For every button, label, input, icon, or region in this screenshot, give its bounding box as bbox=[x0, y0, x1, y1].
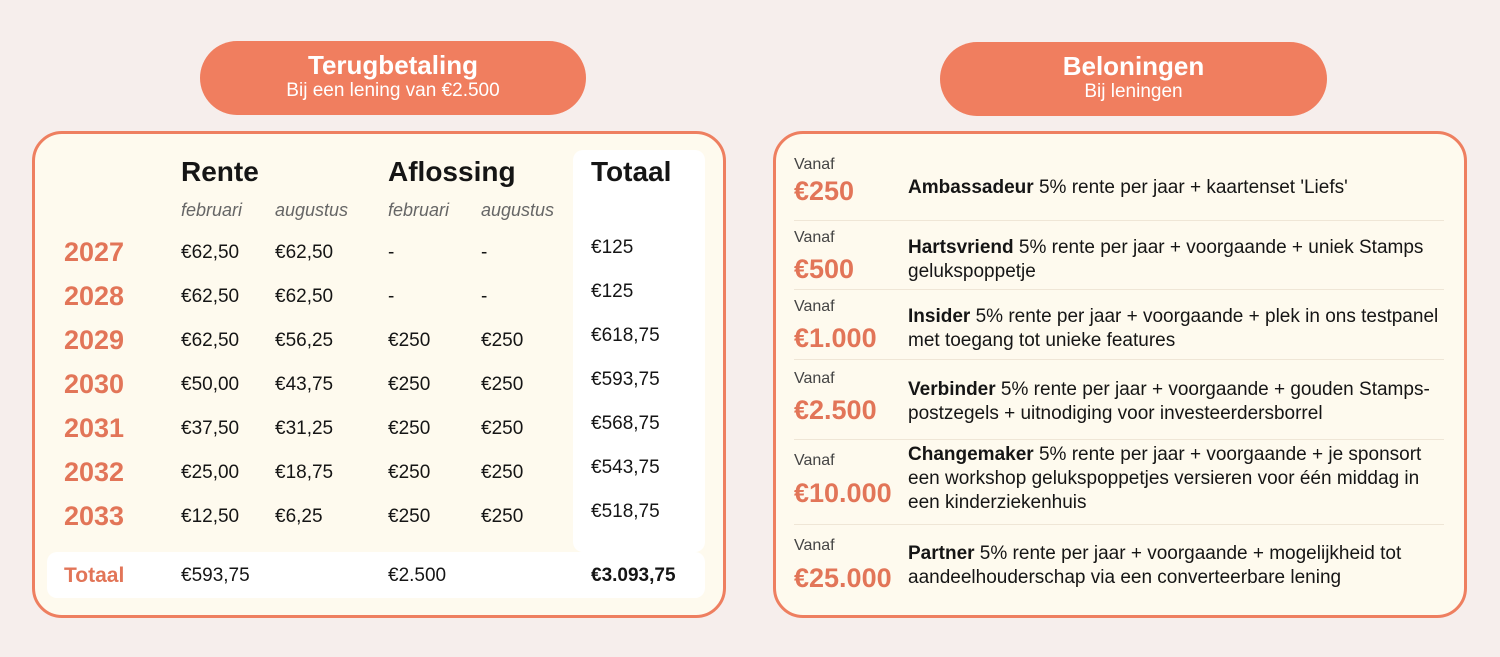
header-totaal: Totaal bbox=[591, 156, 672, 187]
subheader-rente-augustus: augustus bbox=[275, 200, 349, 220]
subheader-aflossing-augustus: augustus bbox=[481, 200, 555, 220]
repayment-title: Terugbetaling bbox=[308, 50, 478, 80]
total-aflossing: €2.500 bbox=[388, 565, 447, 586]
header-aflossing: Aflossing bbox=[388, 156, 516, 187]
reward-vanaf-label: Vanaf bbox=[794, 229, 835, 246]
reward-vanaf-label: Vanaf bbox=[794, 298, 835, 315]
total-row-label: Totaal bbox=[64, 564, 125, 587]
rente-februari-cell: €12,50 bbox=[181, 506, 240, 527]
total-column-highlight bbox=[573, 150, 705, 552]
reward-tier-name: Hartsvriend bbox=[908, 237, 1014, 258]
rewards-subtitle: Bij leningen bbox=[1084, 81, 1183, 102]
aflossing-augustus-cell: - bbox=[481, 242, 488, 263]
reward-tier-name: Changemaker bbox=[908, 444, 1034, 465]
reward-amount: €2.500 bbox=[794, 395, 877, 425]
reward-vanaf-label: Vanaf bbox=[794, 156, 835, 173]
rente-februari-cell: €62,50 bbox=[181, 242, 240, 263]
totaal-cell: €568,75 bbox=[591, 413, 660, 434]
reward-description bbox=[908, 542, 1456, 590]
aflossing-februari-cell: €250 bbox=[388, 462, 431, 483]
reward-tier-text: 5% rente per jaar + voorgaande + gouden Stamps-postzegels + uitnodiging voor investeerdersborrel bbox=[908, 379, 1430, 424]
reward-vanaf-label: Vanaf bbox=[794, 370, 835, 387]
rente-februari-cell: €50,00 bbox=[181, 374, 240, 395]
year-cell: 2033 bbox=[64, 501, 125, 531]
header-rente: Rente bbox=[181, 156, 259, 187]
rente-februari-cell: €62,50 bbox=[181, 286, 240, 307]
totaal-cell: €125 bbox=[591, 237, 634, 258]
reward-tier-name: Ambassadeur bbox=[908, 177, 1034, 198]
repayment-subtitle: Bij een lening van €2.500 bbox=[286, 80, 500, 101]
totaal-cell: €518,75 bbox=[591, 501, 660, 522]
aflossing-augustus-cell: €250 bbox=[481, 374, 524, 395]
reward-tier-name: Insider bbox=[908, 306, 971, 327]
aflossing-februari-cell: €250 bbox=[388, 374, 431, 395]
totaal-cell: €543,75 bbox=[591, 457, 660, 478]
subheader-rente-februari: februari bbox=[181, 200, 243, 220]
reward-description bbox=[908, 443, 1456, 515]
reward-description bbox=[908, 236, 1456, 284]
total-rente: €593,75 bbox=[181, 565, 250, 586]
rewards-list bbox=[773, 131, 1467, 618]
reward-tier-text: 5% rente per jaar + voorgaande + mogelijkheid tot aandeelhouderschap via een converteerbare lening bbox=[908, 543, 1402, 588]
reward-amount: €250 bbox=[794, 176, 855, 206]
reward-description bbox=[908, 378, 1456, 426]
rente-augustus-cell: €6,25 bbox=[275, 506, 323, 527]
totaal-cell: €593,75 bbox=[591, 369, 660, 390]
reward-tier-text: 5% rente per jaar + voorgaande + uniek Stamps gelukspoppetje bbox=[908, 237, 1424, 282]
reward-amount: €1.000 bbox=[794, 323, 877, 353]
rewards-title: Beloningen bbox=[1062, 51, 1205, 81]
reward-divider bbox=[794, 524, 1444, 525]
totaal-cell: €125 bbox=[591, 281, 634, 302]
aflossing-februari-cell: €250 bbox=[388, 506, 431, 527]
reward-tier-text: 5% rente per jaar + voorgaande + je sponsort een workshop gelukspoppetjes versieren voor één middag in een kinderziekenhuis bbox=[908, 444, 1422, 513]
aflossing-augustus-cell: - bbox=[481, 286, 488, 307]
reward-amount: €500 bbox=[794, 254, 855, 284]
repayment-table bbox=[32, 131, 726, 618]
year-cell: 2030 bbox=[64, 369, 125, 399]
rente-augustus-cell: €43,75 bbox=[275, 374, 334, 395]
reward-description bbox=[908, 305, 1456, 353]
rente-augustus-cell: €62,50 bbox=[275, 286, 334, 307]
subheader-aflossing-februari: februari bbox=[388, 200, 450, 220]
aflossing-augustus-cell: €250 bbox=[481, 462, 524, 483]
reward-amount: €25.000 bbox=[794, 563, 892, 593]
rente-augustus-cell: €56,25 bbox=[275, 330, 334, 351]
rente-augustus-cell: €31,25 bbox=[275, 418, 334, 439]
reward-divider bbox=[794, 220, 1444, 221]
reward-tier-name: Verbinder bbox=[908, 379, 996, 400]
reward-amount: €10.000 bbox=[794, 478, 892, 508]
aflossing-augustus-cell: €250 bbox=[481, 418, 524, 439]
aflossing-februari-cell: €250 bbox=[388, 330, 431, 351]
reward-divider bbox=[794, 359, 1444, 360]
reward-divider bbox=[794, 439, 1444, 440]
rente-februari-cell: €37,50 bbox=[181, 418, 240, 439]
year-cell: 2027 bbox=[64, 237, 125, 267]
grand-total: €3.093,75 bbox=[591, 565, 676, 586]
rente-augustus-cell: €18,75 bbox=[275, 462, 334, 483]
reward-divider bbox=[794, 289, 1444, 290]
repayment-header bbox=[200, 41, 586, 115]
aflossing-augustus-cell: €250 bbox=[481, 330, 524, 351]
reward-vanaf-label: Vanaf bbox=[794, 537, 835, 554]
reward-vanaf-label: Vanaf bbox=[794, 452, 835, 469]
reward-tier-text: 5% rente per jaar + voorgaande + plek in ons testpanel met toegang tot unieke features bbox=[908, 306, 1439, 351]
year-cell: 2029 bbox=[64, 325, 125, 355]
aflossing-februari-cell: - bbox=[388, 242, 395, 263]
aflossing-februari-cell: - bbox=[388, 286, 395, 307]
year-cell: 2031 bbox=[64, 413, 125, 443]
aflossing-februari-cell: €250 bbox=[388, 418, 431, 439]
rente-februari-cell: €62,50 bbox=[181, 330, 240, 351]
aflossing-augustus-cell: €250 bbox=[481, 506, 524, 527]
rente-februari-cell: €25,00 bbox=[181, 462, 240, 483]
reward-description bbox=[908, 176, 1456, 200]
rewards-header bbox=[940, 42, 1327, 116]
rente-augustus-cell: €62,50 bbox=[275, 242, 334, 263]
reward-tier-text: 5% rente per jaar + kaartenset 'Liefs' bbox=[1033, 177, 1348, 198]
year-cell: 2032 bbox=[64, 457, 125, 487]
totaal-cell: €618,75 bbox=[591, 325, 660, 346]
year-cell: 2028 bbox=[64, 281, 125, 311]
reward-tier-name: Partner bbox=[908, 543, 975, 564]
